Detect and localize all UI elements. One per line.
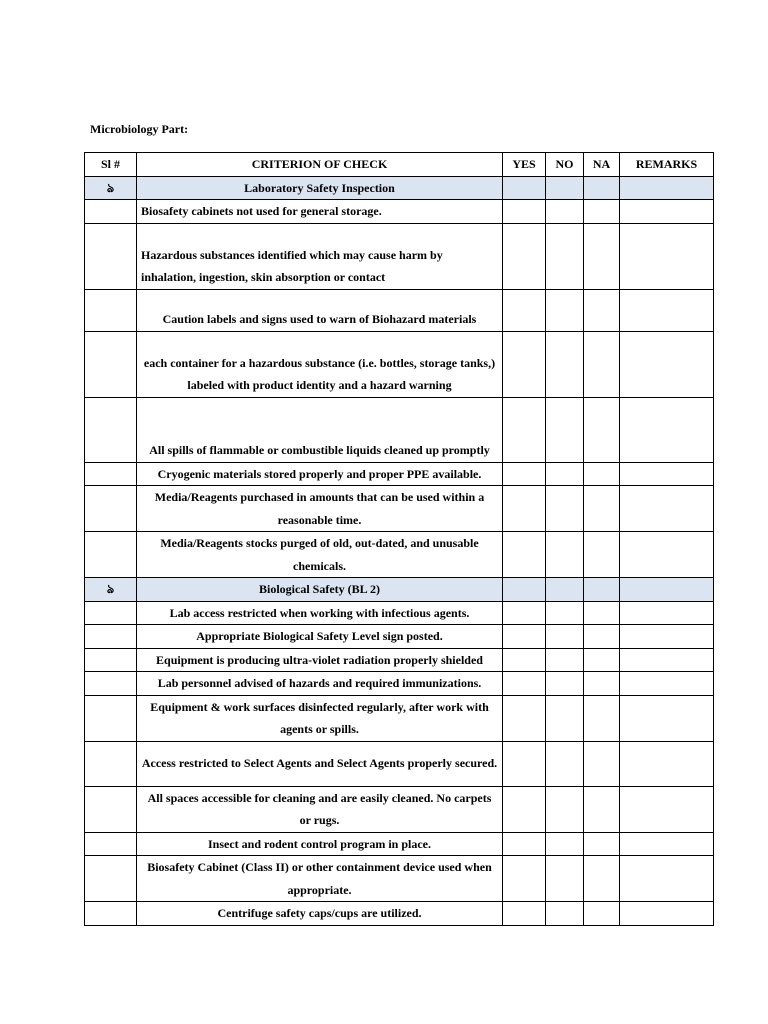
no-cell[interactable]: [546, 532, 584, 578]
no-cell[interactable]: [546, 486, 584, 532]
yes-cell[interactable]: [503, 331, 546, 397]
yes-cell[interactable]: [503, 902, 546, 926]
remarks-cell[interactable]: [620, 741, 714, 786]
yes-cell[interactable]: [503, 672, 546, 696]
table-row: [85, 289, 714, 331]
remarks-cell[interactable]: [620, 625, 714, 649]
yes-cell[interactable]: [503, 289, 546, 331]
yes-cell[interactable]: [503, 856, 546, 902]
yes-cell[interactable]: [503, 832, 546, 856]
na-cell[interactable]: [584, 648, 620, 672]
no-cell[interactable]: [546, 648, 584, 672]
table-row: [85, 856, 714, 902]
table-row: [85, 625, 714, 649]
section-heading: Microbiology Part:: [90, 122, 189, 136]
no-cell[interactable]: [546, 902, 584, 926]
criterion-text: Access restricted to Select Agents and Select Agents properly secured.: [137, 741, 503, 786]
yes-cell[interactable]: [503, 462, 546, 486]
remarks-cell[interactable]: [620, 331, 714, 397]
group-marker: ঌ: [85, 578, 137, 602]
table-row: [85, 331, 714, 397]
table-row: [85, 200, 714, 224]
criterion-text: Biosafety Cabinet (Class II) or other containment device used when appropriate.: [137, 856, 503, 902]
no-cell[interactable]: [546, 672, 584, 696]
table-row: [85, 695, 714, 741]
checklist-table: [84, 152, 714, 926]
no-cell[interactable]: [546, 786, 584, 832]
na-cell[interactable]: [584, 601, 620, 625]
remarks-cell[interactable]: [620, 462, 714, 486]
no-cell[interactable]: [546, 695, 584, 741]
yes-cell[interactable]: [503, 578, 546, 602]
no-cell[interactable]: [546, 200, 584, 224]
table-row: [85, 902, 714, 926]
remarks-cell[interactable]: [620, 902, 714, 926]
group-title: Biological Safety (BL 2): [137, 578, 503, 602]
remarks-cell[interactable]: [620, 289, 714, 331]
group-row-biological-safety: [85, 578, 714, 602]
yes-cell[interactable]: [503, 695, 546, 741]
criterion-text: Media/Reagents stocks purged of old, out-dated, and unusable chemicals.: [137, 532, 503, 578]
remarks-cell[interactable]: [620, 601, 714, 625]
criterion-text: Lab access restricted when working with infectious agents.: [137, 601, 503, 625]
group-title: Laboratory Safety Inspection: [137, 176, 503, 200]
header-sl: Sl #: [85, 153, 137, 177]
na-cell[interactable]: [584, 176, 620, 200]
remarks-cell[interactable]: [620, 856, 714, 902]
criterion-text: Lab personnel advised of hazards and required immunizations.: [137, 672, 503, 696]
na-cell[interactable]: [584, 223, 620, 289]
na-cell[interactable]: [584, 462, 620, 486]
header-na: NA: [584, 153, 620, 177]
no-cell[interactable]: [546, 397, 584, 462]
no-cell[interactable]: [546, 832, 584, 856]
yes-cell[interactable]: [503, 200, 546, 224]
na-cell[interactable]: [584, 902, 620, 926]
yes-cell[interactable]: [503, 625, 546, 649]
remarks-cell[interactable]: [620, 672, 714, 696]
group-row-lab-safety: [85, 176, 714, 200]
remarks-cell[interactable]: [620, 532, 714, 578]
yes-cell[interactable]: [503, 176, 546, 200]
yes-cell[interactable]: [503, 601, 546, 625]
criterion-text: Equipment is producing ultra-violet radiation properly shielded: [137, 648, 503, 672]
yes-cell[interactable]: [503, 486, 546, 532]
na-cell[interactable]: [584, 397, 620, 462]
criterion-text: All spills of flammable or combustible liquids cleaned up promptly: [137, 397, 503, 462]
no-cell[interactable]: [546, 176, 584, 200]
criterion-text: Appropriate Biological Safety Level sign posted.: [137, 625, 503, 649]
na-cell[interactable]: [584, 672, 620, 696]
table-row: [85, 223, 714, 289]
no-cell[interactable]: [546, 856, 584, 902]
table-header-row: [85, 153, 714, 177]
header-no: NO: [546, 153, 584, 177]
table-row: [85, 648, 714, 672]
na-cell[interactable]: [584, 532, 620, 578]
no-cell[interactable]: [546, 331, 584, 397]
criterion-text: Caution labels and signs used to warn of Biohazard materials: [137, 289, 503, 331]
criterion-text: each container for a hazardous substance (i.e. bottles, storage tanks,) labeled with product identity and a hazard warning: [137, 331, 503, 397]
remarks-cell[interactable]: [620, 200, 714, 224]
table-row: [85, 672, 714, 696]
remarks-cell[interactable]: [620, 223, 714, 289]
no-cell[interactable]: [546, 223, 584, 289]
yes-cell[interactable]: [503, 397, 546, 462]
remarks-cell[interactable]: [620, 648, 714, 672]
yes-cell[interactable]: [503, 648, 546, 672]
na-cell[interactable]: [584, 741, 620, 786]
no-cell[interactable]: [546, 578, 584, 602]
na-cell[interactable]: [584, 625, 620, 649]
remarks-cell[interactable]: [620, 695, 714, 741]
header-remarks: REMARKS: [620, 153, 714, 177]
criterion-text: Media/Reagents purchased in amounts that can be used within a reasonable time.: [137, 486, 503, 532]
criterion-text: Hazardous substances identified which may cause harm by inhalation, ingestion, skin absorption or contact: [137, 223, 503, 289]
table-row: [85, 832, 714, 856]
yes-cell[interactable]: [503, 223, 546, 289]
remarks-cell[interactable]: [620, 397, 714, 462]
no-cell[interactable]: [546, 741, 584, 786]
criterion-text: Equipment & work surfaces disinfected regularly, after work with agents or spills.: [137, 695, 503, 741]
table-row: [85, 462, 714, 486]
criterion-text: Centrifuge safety caps/cups are utilized.: [137, 902, 503, 926]
remarks-cell[interactable]: [620, 832, 714, 856]
criterion-text: Cryogenic materials stored properly and proper PPE available.: [137, 462, 503, 486]
na-cell[interactable]: [584, 856, 620, 902]
na-cell[interactable]: [584, 832, 620, 856]
table-row: [85, 532, 714, 578]
na-cell[interactable]: [584, 486, 620, 532]
na-cell[interactable]: [584, 289, 620, 331]
remarks-cell[interactable]: [620, 486, 714, 532]
na-cell[interactable]: [584, 578, 620, 602]
na-cell[interactable]: [584, 331, 620, 397]
no-cell[interactable]: [546, 289, 584, 331]
table-row: [85, 741, 714, 786]
remarks-cell[interactable]: [620, 176, 714, 200]
remarks-cell[interactable]: [620, 786, 714, 832]
criterion-text: Insect and rodent control program in place.: [137, 832, 503, 856]
no-cell[interactable]: [546, 462, 584, 486]
table-row: [85, 486, 714, 532]
criterion-text: All spaces accessible for cleaning and are easily cleaned. No carpets or rugs.: [137, 786, 503, 832]
group-marker: ঌ: [85, 176, 137, 200]
no-cell[interactable]: [546, 601, 584, 625]
na-cell[interactable]: [584, 786, 620, 832]
header-yes: YES: [503, 153, 546, 177]
table-row: [85, 786, 714, 832]
table-row: [85, 601, 714, 625]
na-cell[interactable]: [584, 200, 620, 224]
table-row: [85, 397, 714, 462]
header-criterion: CRITERION OF CHECK: [137, 153, 503, 177]
criterion-text: Biosafety cabinets not used for general storage.: [137, 200, 503, 224]
yes-cell[interactable]: [503, 786, 546, 832]
remarks-cell[interactable]: [620, 578, 714, 602]
yes-cell[interactable]: [503, 532, 546, 578]
yes-cell[interactable]: [503, 741, 546, 786]
no-cell[interactable]: [546, 625, 584, 649]
na-cell[interactable]: [584, 695, 620, 741]
